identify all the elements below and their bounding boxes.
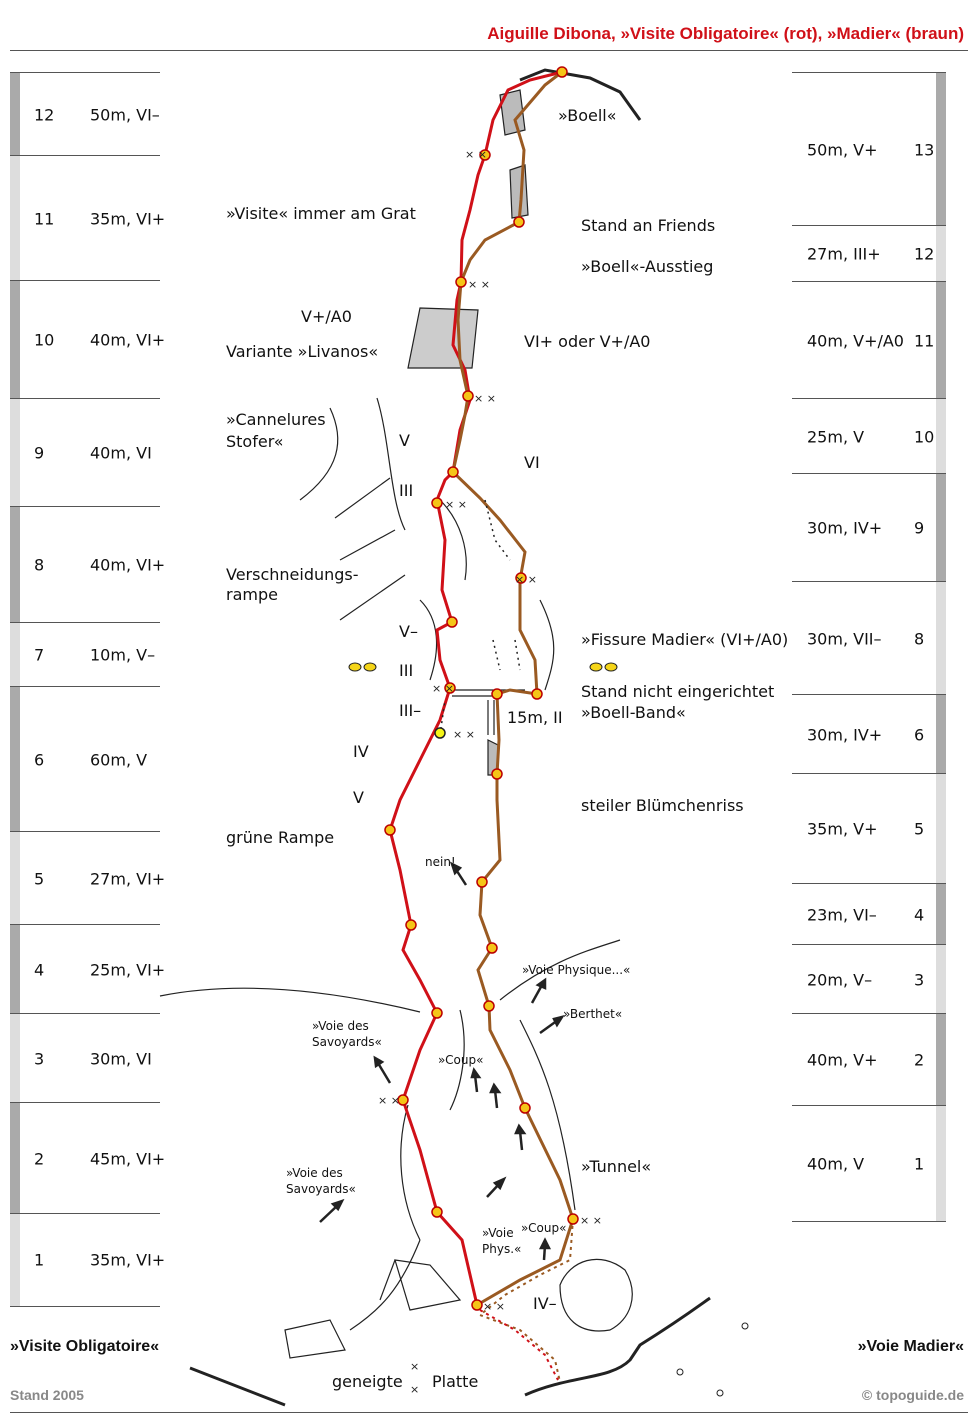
footer-divider (10, 1412, 968, 1413)
copyright: © topoguide.de (861, 1387, 964, 1403)
route-small-labels (286, 855, 630, 1256)
pitch-number: 6 (34, 750, 45, 769)
svg-text:× ×: × × (580, 1214, 602, 1227)
pitch-length-grade: 25m, VI+ (90, 960, 166, 979)
pitch-length-grade: 23m, VI– (807, 905, 877, 924)
pitch-length-grade: 45m, VI+ (90, 1149, 166, 1168)
label-savoyards-b1: »Voie des (286, 1166, 343, 1180)
label-savoyards-a2: Savoyards« (312, 1035, 382, 1049)
left-route-name: »Visite Obligatoire« (10, 1338, 160, 1355)
belay-stations (385, 67, 578, 1310)
pitch-length-grade: 30m, IV+ (807, 518, 883, 538)
approach-red-dotted-line (480, 1310, 558, 1380)
pitch-length-grade: 30m, VII– (807, 629, 882, 648)
label-geneigte: geneigte (332, 1372, 403, 1391)
label-grade-iii1: III (399, 481, 414, 500)
svg-text:× ×: × × (453, 728, 475, 741)
label-voie-phys-1: »Voie (482, 1226, 514, 1240)
route-labels (226, 106, 788, 1391)
svg-text:× ×: × × (474, 392, 496, 405)
pitch-number: 13 (914, 140, 935, 159)
pitch-length-grade: 35m, VI+ (90, 1250, 166, 1270)
pitch-length-grade: 10m, V– (90, 645, 156, 665)
svg-text:× ×: × × (483, 1300, 505, 1313)
pitch-number: 1 (914, 1154, 925, 1173)
label-fifteen: 15m, II (507, 708, 563, 727)
pitch-number: 7 (34, 645, 45, 665)
pitch-length-grade: 50m, V+ (807, 140, 878, 159)
pitch-number: 3 (914, 970, 925, 989)
svg-text:×: × (410, 1383, 420, 1396)
topo-title: Aiguille Dibona, »Visite Obligatoire« (rot), »Madier« (braun) (487, 24, 964, 43)
pitch-length-grade: 35m, VI+ (90, 209, 166, 228)
pitch-number: 6 (914, 725, 925, 744)
pitch-length-grade: 30m, VI (90, 1049, 152, 1068)
pitch-number: 10 (34, 330, 55, 350)
pitch-length-grade: 20m, V– (807, 970, 873, 989)
label-nein: nein! (425, 855, 456, 869)
pitch-number: 8 (34, 555, 45, 575)
svg-text:× ×: × × (432, 682, 454, 695)
pitch-number: 5 (914, 819, 925, 839)
label-grade-ivminus: IV– (533, 1294, 557, 1313)
pitch-number: 1 (34, 1250, 45, 1270)
stand-date: Stand 2005 (10, 1387, 84, 1403)
label-cannelures-2: Stofer« (226, 432, 284, 451)
label-grade-iii2: III (399, 661, 414, 680)
pitch-length-grade: 40m, VI+ (90, 330, 166, 350)
pitch-number: 5 (34, 869, 45, 888)
pitch-length-grade: 40m, V (807, 1154, 865, 1173)
pitch-number: 2 (914, 1050, 925, 1070)
pitch-number: 4 (914, 905, 925, 924)
label-v-plus-a0: V+/A0 (301, 307, 352, 326)
label-voie-phys-2: Phys.« (482, 1242, 522, 1256)
scree-dots (677, 1323, 748, 1396)
pitch-length-grade: 27m, III+ (807, 244, 881, 264)
pitch-number: 8 (914, 629, 925, 648)
svg-text:× ×: × × (445, 498, 467, 511)
svg-text:× ×: × × (468, 278, 490, 291)
label-savoyards-a1: »Voie des (312, 1019, 369, 1033)
pitch-length-grade: 35m, V+ (807, 819, 878, 839)
label-gruene: grüne Rampe (226, 828, 335, 847)
pitch-length-grade: 40m, V+/A0 (807, 331, 904, 350)
pitch-length-grade: 50m, VI– (90, 105, 160, 124)
label-grade-iv: IV (353, 742, 369, 761)
label-stand-nicht: Stand nicht eingerichtet (581, 682, 775, 701)
label-vi-oder: VI+ oder V+/A0 (524, 332, 651, 351)
label-grade-vminus: V– (399, 622, 418, 641)
pitch-number: 12 (914, 244, 935, 264)
label-grade-iiiminus: III– (399, 701, 422, 720)
pitch-length-grade: 25m, V (807, 427, 865, 446)
label-tunnel: »Tunnel« (581, 1157, 652, 1176)
goggles-icon (349, 663, 617, 671)
pitch-number: 9 (34, 443, 45, 463)
madier-route-line (453, 72, 573, 1305)
label-variante: Variante »Livanos« (226, 342, 379, 361)
label-berthet: »Berthet« (563, 1007, 623, 1021)
label-fissure: »Fissure Madier« (VI+/A0) (581, 630, 789, 649)
label-savoyards-b2: Savoyards« (286, 1182, 356, 1196)
label-grade-vi: VI (524, 453, 540, 472)
label-verschneidung-1: Verschneidungs- (226, 565, 359, 584)
label-bluemchen: steiler Blümchenriss (581, 796, 744, 815)
pitch-length-grade: 40m, VI (90, 443, 152, 463)
label-grade-v2: V (353, 788, 364, 807)
label-coup-1: »Coup« (438, 1053, 484, 1067)
label-voie-physique: »Voie Physique...« (522, 963, 631, 977)
label-boell-band: »Boell-Band« (581, 703, 686, 722)
pitch-length-grade: 27m, VI+ (90, 869, 166, 888)
svg-text:×: × (410, 1360, 420, 1373)
pitch-number: 11 (914, 331, 935, 350)
pitch-number: 2 (34, 1149, 45, 1168)
pitch-number: 3 (34, 1049, 45, 1068)
pitch-number: 12 (34, 105, 55, 124)
pitch-number: 4 (34, 960, 45, 979)
pitch-number: 11 (34, 209, 55, 228)
label-cannelures-1: »Cannelures (226, 410, 326, 429)
svg-text:× ×: × × (465, 148, 487, 161)
pitch-length-grade: 60m, V (90, 750, 148, 769)
pitch-number: 10 (914, 427, 935, 446)
pitch-length-grade: 40m, VI+ (90, 555, 166, 575)
svg-text:× ×: × × (515, 573, 537, 586)
extra-belay-point (435, 728, 445, 738)
label-visite-grat: »Visite« immer am Grat (226, 204, 416, 223)
svg-text:× ×: × × (378, 1094, 400, 1107)
label-platte: Platte (432, 1372, 479, 1391)
label-coup-2: »Coup« (521, 1221, 567, 1235)
label-stand-friends: Stand an Friends (581, 216, 716, 235)
right-route-name: »Voie Madier« (857, 1338, 964, 1355)
label-verschneidung-2: rampe (226, 585, 278, 604)
pitch-length-grade: 40m, V+ (807, 1050, 878, 1070)
label-boell: »Boell« (558, 106, 617, 125)
label-boell-ausstieg: »Boell«-Ausstieg (581, 257, 714, 276)
pitch-length-grade: 30m, IV+ (807, 725, 883, 744)
pitch-number: 9 (914, 518, 925, 538)
label-grade-v1: V (399, 431, 410, 450)
